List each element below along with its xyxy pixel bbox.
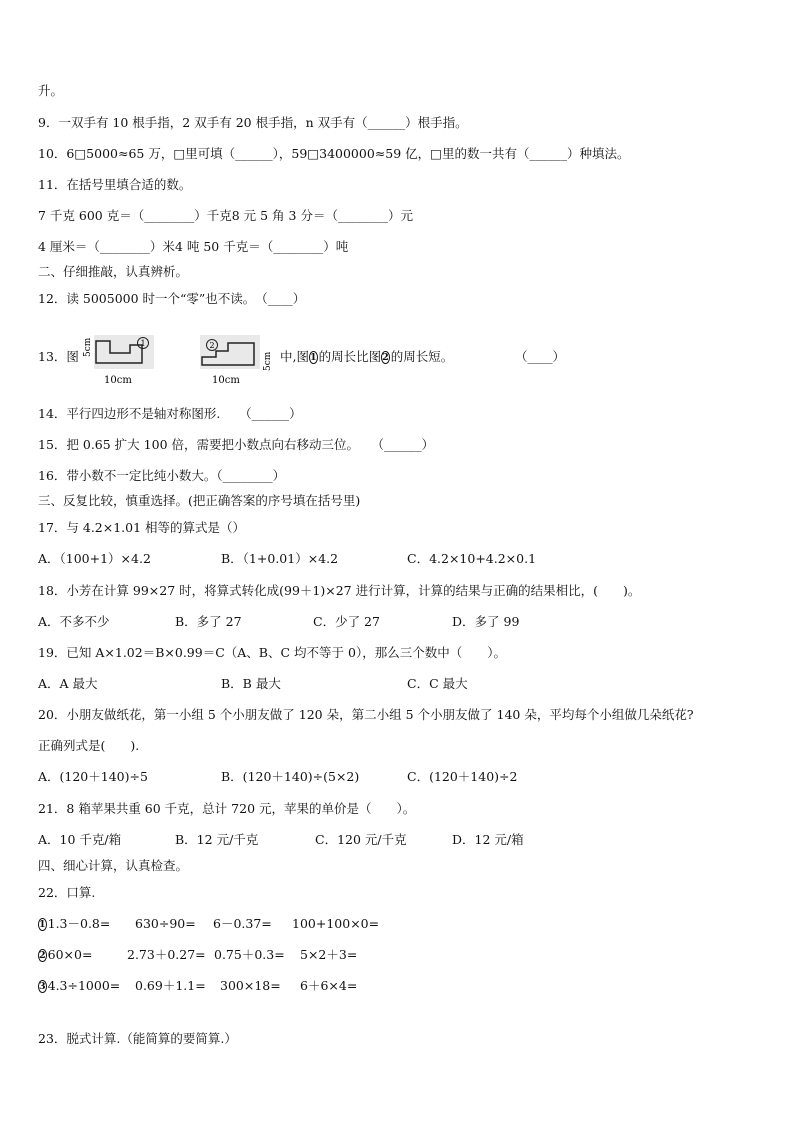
question-15: 15．把 0.65 扩大 100 倍，需要把小数点向右移动三位。 （______） bbox=[38, 437, 434, 452]
question-10: 10．6□5000≈65 万，□里可填（______），59□3400000≈59 亿，□里的数一共有（______）种填法。 bbox=[38, 146, 630, 161]
q20-option-c: C．(120＋140)÷2 bbox=[407, 769, 518, 784]
q11-item-a: 7 千克 600 克＝（________）千克 bbox=[38, 208, 232, 223]
q13-mid: 的周长比图 bbox=[318, 349, 382, 364]
circle-marker-row-1: 1 bbox=[39, 919, 46, 930]
question-21: 21．8 箱苹果共重 60 千克，总计 720 元，苹果的单价是（ ）。 bbox=[38, 801, 416, 816]
figure-1-number: 1 bbox=[140, 339, 146, 348]
q18-option-d: D．多了 99 bbox=[452, 614, 520, 629]
circle-marker-row-2: 2 bbox=[39, 950, 46, 961]
q18-option-c: C．少了 27 bbox=[313, 614, 380, 629]
figure-1-width-label: 10cm bbox=[104, 375, 132, 386]
question-20-prompt: 正确列式是( ). bbox=[38, 738, 140, 753]
q13-end: 的周长短。 bbox=[390, 349, 454, 364]
question-12: 12．读 5005000 时一个“零”也不读。 （____） bbox=[38, 291, 306, 306]
q19-option-a: A．A 最大 bbox=[38, 676, 98, 691]
row3-expr-1: 4.3÷1000= bbox=[47, 978, 121, 993]
q17-option-b: B．（1+0.01）×4.2 bbox=[221, 551, 339, 566]
question-17: 17．与 4.2×1.01 相等的算式是（） bbox=[38, 520, 246, 535]
question-16: 16．带小数不一定比纯小数大。（________） bbox=[38, 468, 286, 483]
line-continuation: 升。 bbox=[38, 83, 64, 98]
q11-item-b: 8 元 5 角 3 分＝（________）元 bbox=[231, 208, 413, 223]
question-20: 20．小朋友做纸花，第一小组 5 个小朋友做了 120 朵，第二小组 5 个小朋友做了 140 朵，平均每个小组做几朵纸花? bbox=[38, 707, 694, 722]
q11-item-d: 4 吨 50 千克＝（________）吨 bbox=[174, 239, 349, 254]
row1-expr-4: 100+100×0= bbox=[292, 916, 380, 931]
section-4-heading: 四、细心计算，认真检查。 bbox=[38, 858, 189, 873]
question-11-row-1 bbox=[38, 207, 764, 225]
question-11: 11．在括号里填合适的数。 bbox=[38, 177, 192, 192]
figure-2-height-label: 5cm bbox=[263, 351, 273, 371]
question-13-text bbox=[280, 348, 453, 366]
q17-option-c: C．4.2×10+4.2×0.1 bbox=[407, 551, 537, 566]
question-9: 9．一双手有 10 根手指，2 双手有 20 根手指，n 双手有（______）根手指。 bbox=[38, 115, 468, 130]
q21-option-a: A．10 千克/箱 bbox=[38, 832, 122, 847]
q13-prefix: 13．图 bbox=[38, 349, 79, 364]
q17-option-a: A．（100+1）×4.2 bbox=[38, 551, 151, 566]
section-3-heading: 三、反复比较，慎重选择。(把正确答案的序号填在括号里) bbox=[38, 493, 361, 508]
q18-option-a: A．不多不少 bbox=[38, 614, 110, 629]
row2-expr-1: 60×0= bbox=[47, 947, 93, 962]
row3-expr-3: 300×18= bbox=[220, 978, 281, 993]
row2-expr-2: 2.73＋0.27= bbox=[127, 947, 206, 962]
mental-math-row-1 bbox=[38, 915, 764, 933]
question-23: 23．脱式计算.（能简算的要简算.） bbox=[38, 1031, 237, 1046]
row1-expr-3: 6－0.37= bbox=[213, 916, 272, 931]
q21-option-b: B．12 元/千克 bbox=[175, 832, 259, 847]
row3-expr-4: 6＋6×4= bbox=[300, 978, 358, 993]
q18-option-b: B．多了 27 bbox=[175, 614, 242, 629]
mental-math-row-3 bbox=[38, 977, 764, 995]
figure-2-width-label: 10cm bbox=[212, 375, 240, 386]
row1-expr-2: 630÷90= bbox=[135, 916, 196, 931]
question-11-row-2 bbox=[38, 238, 764, 256]
question-18: 18．小芳在计算 99×27 时，将算式转化成(99＋1)×27 进行计算，计算的结果与正确的结果相比，( )。 bbox=[38, 583, 641, 598]
row1-expr-1: 1.3－0.8= bbox=[47, 916, 111, 931]
question-14: 14．平行四边形不是轴对称图形. （______） bbox=[38, 406, 302, 421]
question-22: 22．口算. bbox=[38, 885, 96, 900]
figure-2 bbox=[198, 333, 280, 389]
section-2-heading: 二、仔细推敲，认真辨析。 bbox=[38, 264, 189, 279]
q19-option-b: B．B 最大 bbox=[221, 676, 281, 691]
q11-item-c: 4 厘米＝（________）米 bbox=[38, 239, 175, 254]
row3-expr-2: 0.69＋1.1= bbox=[135, 978, 206, 993]
q19-option-c: C．C 最大 bbox=[407, 676, 468, 691]
figure-2-number: 2 bbox=[209, 341, 215, 350]
circle-marker-row-3: 3 bbox=[39, 981, 46, 992]
q21-option-d: D．12 元/箱 bbox=[452, 832, 524, 847]
mental-math-row-2 bbox=[38, 946, 764, 964]
row2-expr-4: 5×2＋3= bbox=[300, 947, 358, 962]
circle-marker-2: 2 bbox=[382, 352, 389, 363]
question-13-blank: （____） bbox=[515, 349, 566, 364]
q20-option-a: A．(120＋140)÷5 bbox=[38, 769, 148, 784]
row2-expr-3: 0.75＋0.3= bbox=[214, 947, 285, 962]
q20-option-b: B．(120＋140)÷(5×2) bbox=[221, 769, 360, 784]
figure-1-height-label: 5cm bbox=[83, 337, 93, 357]
q21-option-c: C．120 元/千克 bbox=[315, 832, 407, 847]
q13-post: 中,图 bbox=[280, 349, 309, 364]
circle-marker-1: 1 bbox=[309, 352, 317, 363]
figure-1 bbox=[82, 333, 176, 389]
question-19: 19．已知 A×1.02＝B×0.99＝C（A、B、C 均不等于 0），那么三个数中（ ）。 bbox=[38, 645, 506, 660]
